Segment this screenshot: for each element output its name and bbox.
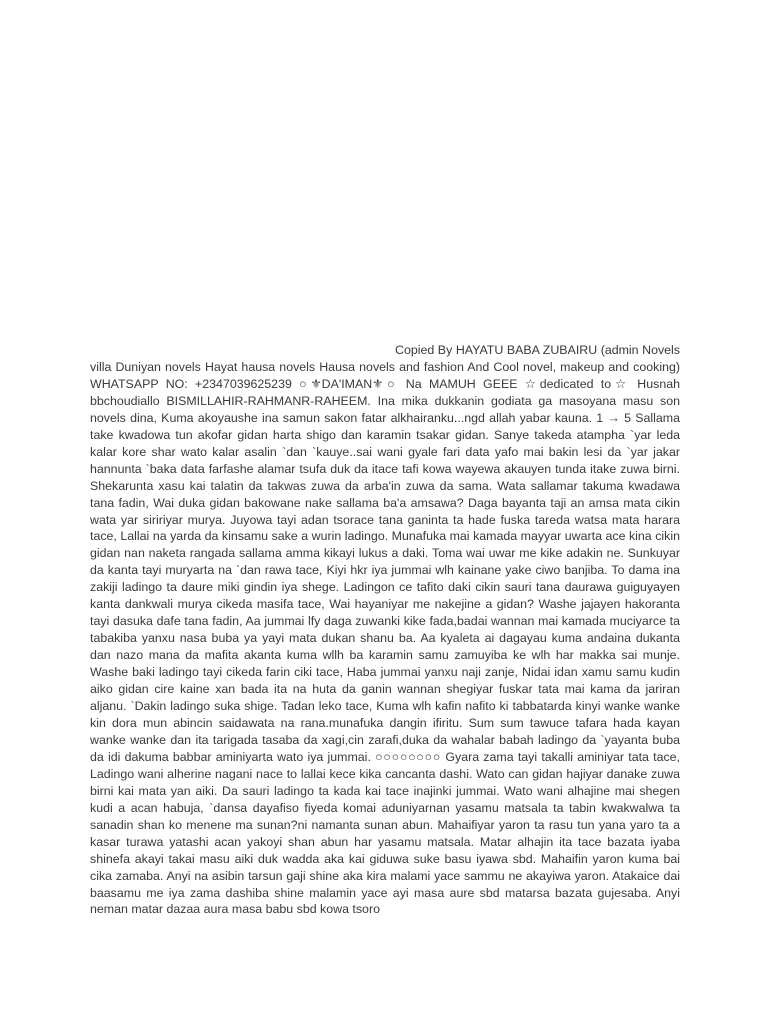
document-body-text: Copied By HAYATU BABA ZUBAIRU (admin Novels villa Duniyan novels Hayat hausa novels Hausa novels and fashion And Cool novel, makeup and cooking) WHATSAPP NO: +2347039625239 ○⚜DA'IMAN⚜○ Na MAMUH GEEE ☆dedicated to☆ Husnah bbchoudiallo BISMILLAHIR-RAHMANR-RAHEEM. Ina mika dukkanin godiata ga masoyana masu son novels dina, Kuma akoyaushe ina samun sakon fatar alkhairanku...ngd allah yabar kauna. 1 → 5 Sallama take kwadowa tun akofar gidan harta shigo dan karamin tsakar gidan. Sanye takeda atampha `yar leda kalar kore shar wato kalar asalin `dan `kauye..sai wani gyale fari data yafo mai bakin lesi da `yar jakar hannunta `baka data farfashe alamar tsufa duk da itace tafi kowa wayewa akauyen tunda itake zuwa birni. Shekarunta xasu kai talatin da takwas zuwa da arba'in zuwa da sama. Wata sallamar takuma kwadawa tana fadin, Wai duka gidan bakowane nake sallama ba'a amsawa? Daga bayanta taji an amsa mata cikin wata yar siririyar murya. Juyowa tayi adan tsorace tana ganinta ta hade fuska tareda watsa mata harara tace, Lallai na yarda da kinsamu sake a wurin ladingo. Munafuka mai kamada mayyar uwarta ace kina cikin gidan nan naketa rangada sallama amma kikayi lukus a daki. Toma wai uwar me kike adakin ne. Sunkuyar da kanta tayi muryarta na `dan rawa tace, Kiyi hkr iya jummai wlh kainane yake ciwo banjiba. To dama ina zakiji ladingo ta daure miki gindin iya shege. Ladingon ce tafito daki cikin sauri tana daurawa guiguyayen kanta dankwali murya cikeda masifa tace, Wai hayaniyar me nakejine a gidan? Washe jajayen hakoranta tayi dasuka dafe tana fadin, Aa jummai lfy daga zuwanki kike fada,badai wannan mai kamada muciyarce ta tabakiba yanxu nasa buba ya yayi mata dukan shanu ba. Aa kyaleta ai dagayau kuma andaina dukanta dan nazo mana da mafita akanta kuma wllh ba karamin samu zamuyiba ke wlh har makka sai munje. Washe baki ladingo tayi cikeda farin ciki tace, Haba jummai yanxu naji zanje, Nidai idan xamu samu kudin aiko gidan cire kaine xan bada ita na huta da ganin wannan shegiyar fuskar tata mai kama da jariran aljanu. `Dakin ladingo suka shige. Tadan leko tace, Kuma wlh kafin nafito ki tabbatarda kinyi wanke wanke kin dora mun abincin saidawata na rana.munafuka dangin ifiritu. Sum sum tawuce tafara hada kayan wanke wanke dan ita tarigada tasaba da xagi,cin zarafi,duka da wahalar babah ladingo da `yayanta buba da idi dakuma babbar aminiyarta wato iya jummai. ○○○○○○○○ Gyara zama tayi takalli aminiyar tata tace, Ladingo wani alherine nagani nace to lallai kece kika cancanta dashi. Wato can gidan hajiyar danake zuwa birni kai mata yan aiki. Da sauri ladingo ta kada kai tace inajinki jummai. Wato wani alhajine mai shegen kudi a acan habuja, `dansa dayafiso fiyeda komai aduniyarnan yasamu matsala ta tabin kwakwalwa ta sanadin shan ko menene ma sunan?ni namanta sunan abun. Mahaifiyar yaron ta rasu tun yana yaro ta a kasar turawa yatashi acan yakoyi shan abun har yasamu matsala. Matar alhajin ita tace bazata iyaba shinefa akayi takai masu aiki duk wadda aka kai giduwa suke basu iyawa sbd. Mahaifin yaron kuma bai cika zamaba. Anyi na asibin tarsun gaji shine aka kira malami yace sammu ne akayiwa yaron. Atakaice dai baasamu me iya zama dashiba shine malamin yace ayi masa aure sbd matarsa bazata gujesaba. Anyi neman matar dazaa aura masa babu sbd kowa tsoro <box>90 343 680 917</box>
